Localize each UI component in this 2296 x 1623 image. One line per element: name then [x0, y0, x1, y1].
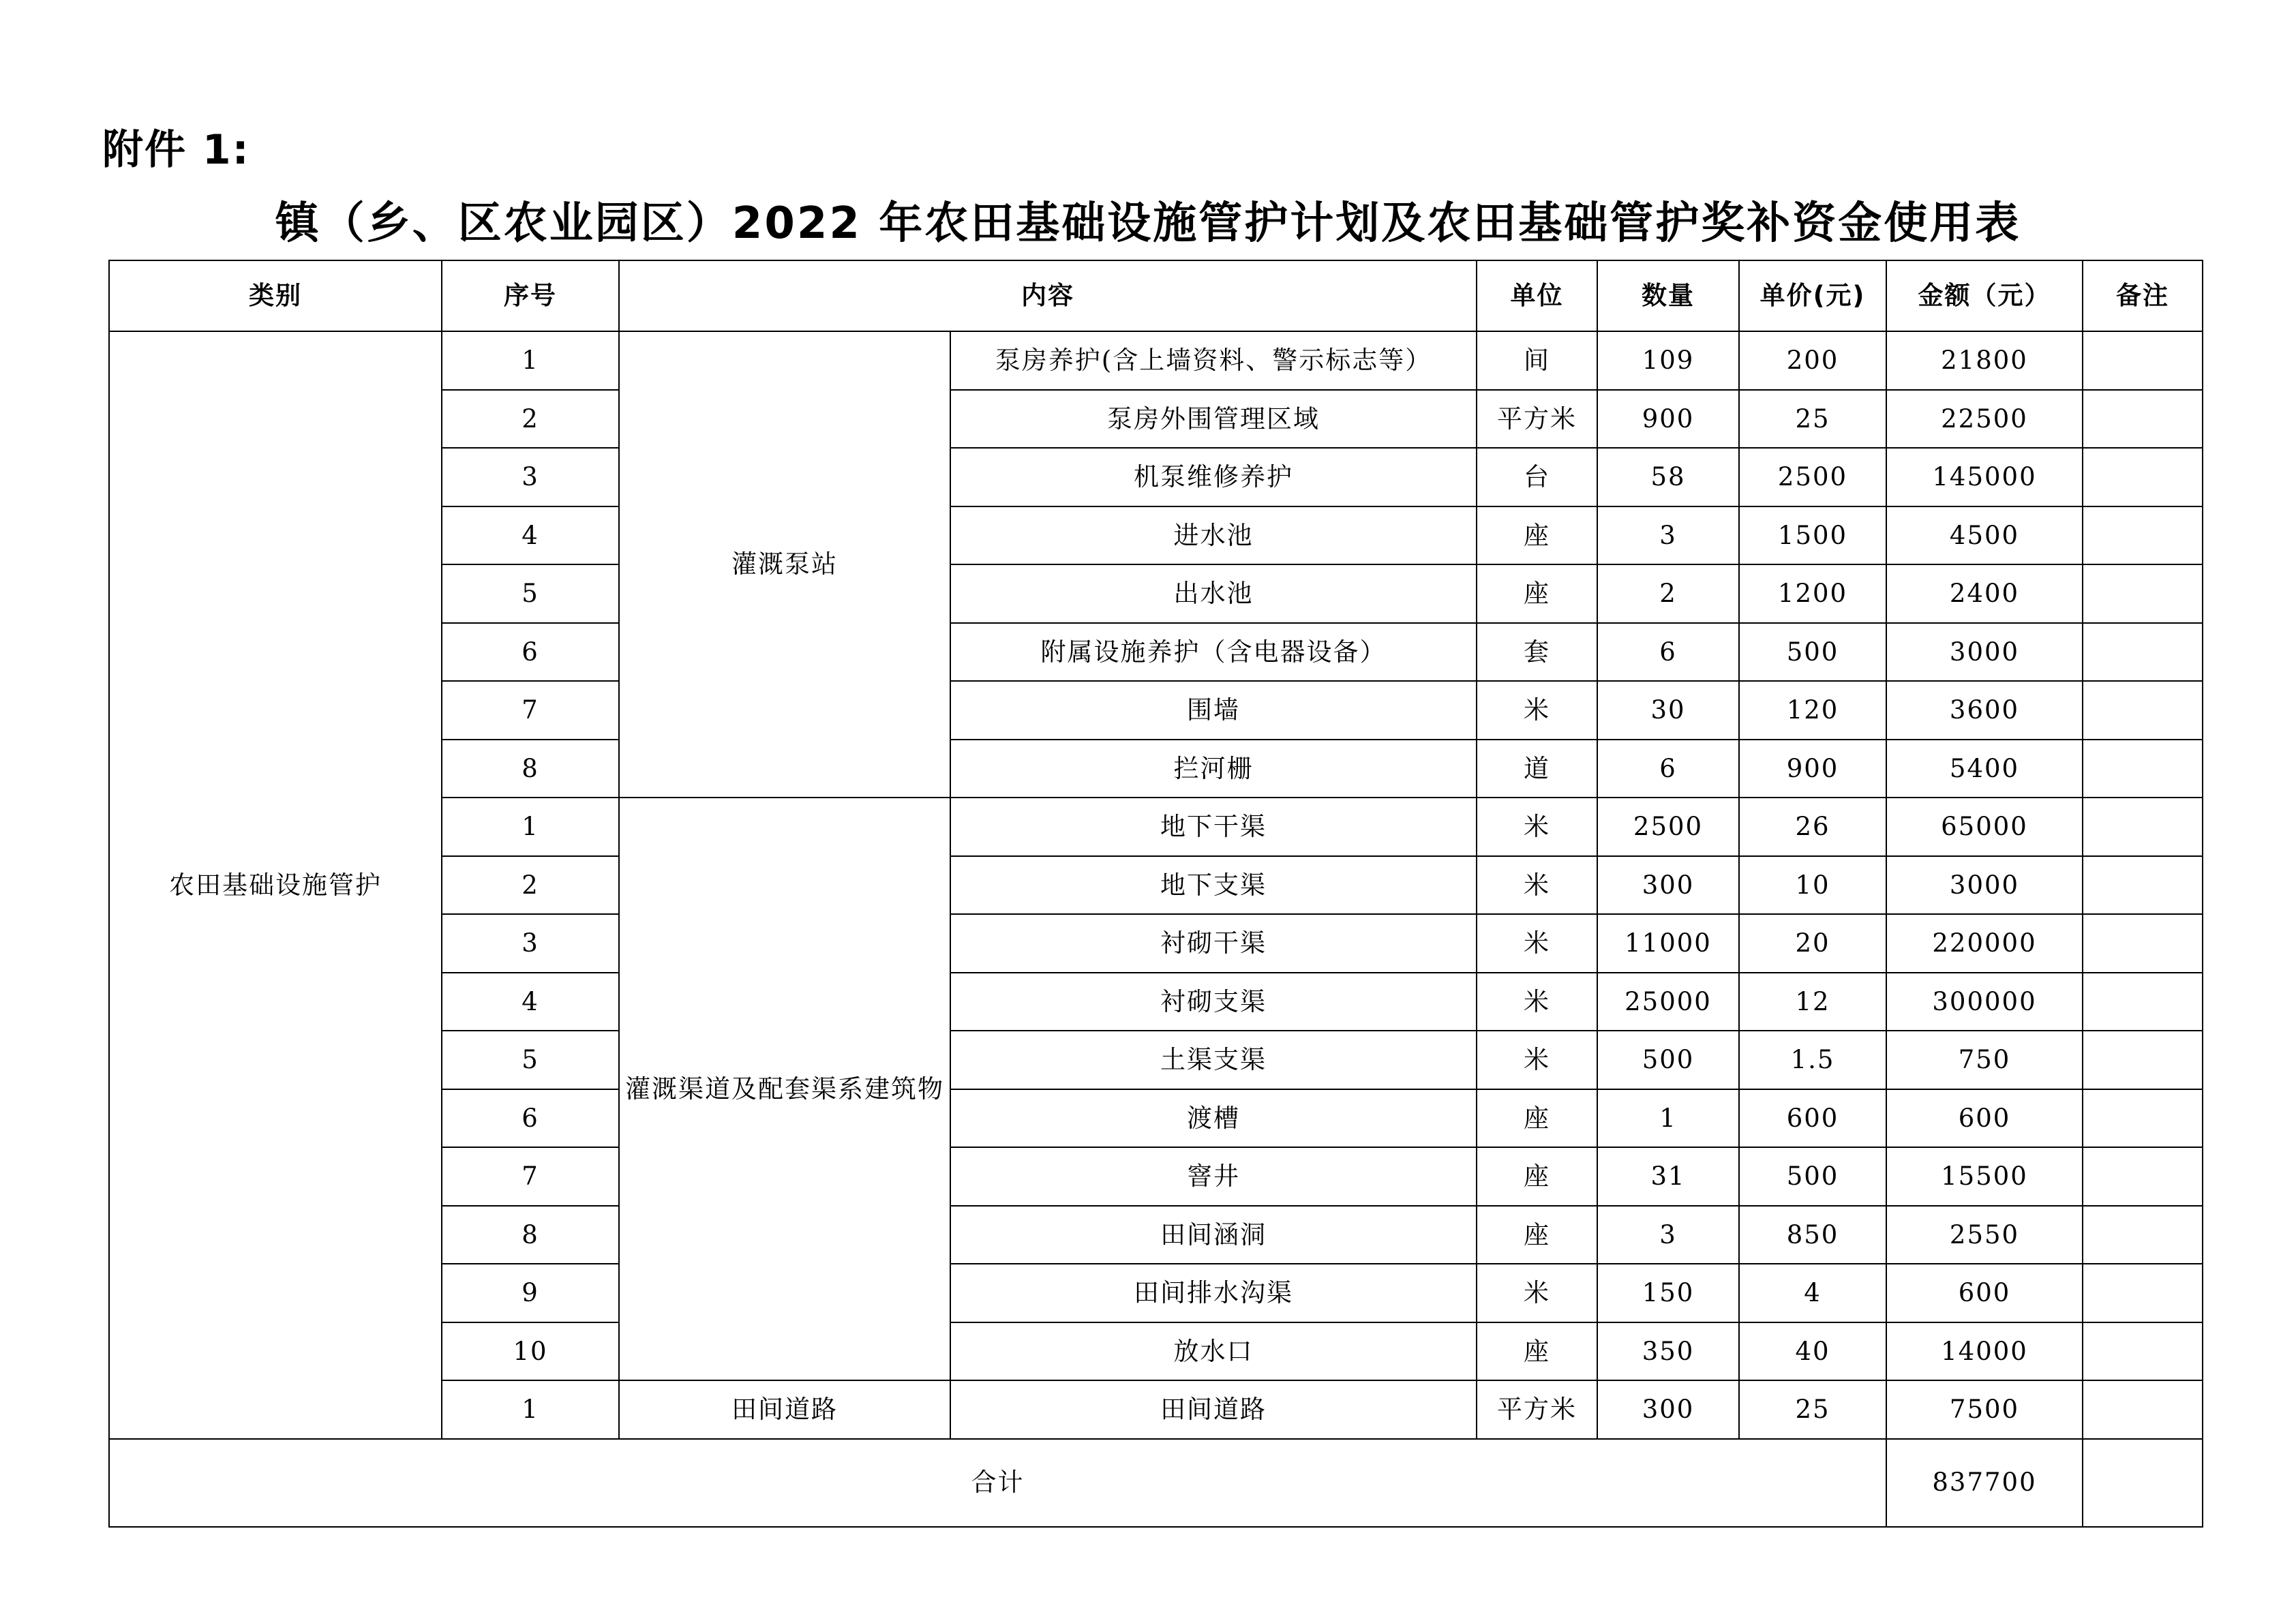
item-cell: 渡槽 — [950, 1089, 1477, 1148]
unit-cell: 米 — [1477, 914, 1597, 973]
quantity-cell: 30 — [1597, 681, 1739, 740]
unit-price-cell: 25 — [1739, 1380, 1886, 1439]
amount-cell: 750 — [1886, 1031, 2083, 1089]
remark-cell — [2083, 448, 2203, 506]
seq-cell: 6 — [442, 623, 619, 682]
unit-price-cell: 120 — [1739, 681, 1886, 740]
amount-cell: 15500 — [1886, 1147, 2083, 1206]
unit-cell: 米 — [1477, 1264, 1597, 1322]
group-name-cell: 田间道路 — [619, 1380, 950, 1439]
item-cell: 进水池 — [950, 506, 1477, 565]
quantity-cell: 6 — [1597, 623, 1739, 682]
item-cell: 田间道路 — [950, 1380, 1477, 1439]
unit-price-cell: 40 — [1739, 1322, 1886, 1381]
unit-cell: 平方米 — [1477, 1380, 1597, 1439]
total-remark-cell — [2083, 1439, 2203, 1527]
quantity-cell: 3 — [1597, 1206, 1739, 1264]
amount-cell: 600 — [1886, 1264, 2083, 1322]
unit-cell: 座 — [1477, 1206, 1597, 1264]
amount-cell: 7500 — [1886, 1380, 2083, 1439]
unit-price-cell: 10 — [1739, 856, 1886, 915]
unit-price-cell: 1500 — [1739, 506, 1886, 565]
item-cell: 田间涵洞 — [950, 1206, 1477, 1264]
item-cell: 土渠支渠 — [950, 1031, 1477, 1089]
item-cell: 衬砌支渠 — [950, 973, 1477, 1031]
unit-price-cell: 20 — [1739, 914, 1886, 973]
remark-cell — [2083, 1031, 2203, 1089]
remark-cell — [2083, 1380, 2203, 1439]
table-body — [109, 331, 2203, 1527]
page-title: 镇（乡、区农业园区）2022 年农田基础设施管护计划及农田基础管护奖补资金使用表 — [275, 198, 2021, 249]
remark-cell — [2083, 973, 2203, 1031]
seq-cell: 9 — [442, 1264, 619, 1322]
unit-price-cell: 1200 — [1739, 564, 1886, 623]
remark-cell — [2083, 1089, 2203, 1148]
total-row — [109, 1439, 2203, 1527]
unit-price-cell: 12 — [1739, 973, 1886, 1031]
unit-price-cell: 200 — [1739, 331, 1886, 390]
unit-price-cell: 1.5 — [1739, 1031, 1886, 1089]
remark-cell — [2083, 506, 2203, 565]
amount-cell: 65000 — [1886, 798, 2083, 856]
unit-cell: 间 — [1477, 331, 1597, 390]
quantity-cell: 2500 — [1597, 798, 1739, 856]
total-amount-cell: 837700 — [1886, 1439, 2083, 1527]
unit-price-cell: 900 — [1739, 740, 1886, 798]
item-cell: 围墙 — [950, 681, 1477, 740]
remark-cell — [2083, 914, 2203, 973]
remark-cell — [2083, 740, 2203, 798]
quantity-cell: 58 — [1597, 448, 1739, 506]
seq-cell: 3 — [442, 448, 619, 506]
table-header-row — [109, 260, 2203, 331]
seq-cell: 7 — [442, 1147, 619, 1206]
seq-cell: 2 — [442, 856, 619, 915]
seq-cell: 3 — [442, 914, 619, 973]
seq-cell: 10 — [442, 1322, 619, 1381]
seq-cell: 6 — [442, 1089, 619, 1148]
remark-cell — [2083, 1322, 2203, 1381]
quantity-cell: 150 — [1597, 1264, 1739, 1322]
quantity-cell: 31 — [1597, 1147, 1739, 1206]
unit-cell: 台 — [1477, 448, 1597, 506]
unit-price-cell: 4 — [1739, 1264, 1886, 1322]
amount-cell: 5400 — [1886, 740, 2083, 798]
quantity-cell: 11000 — [1597, 914, 1739, 973]
quantity-cell: 2 — [1597, 564, 1739, 623]
amount-cell: 2400 — [1886, 564, 2083, 623]
unit-cell: 套 — [1477, 623, 1597, 682]
unit-price-cell: 850 — [1739, 1206, 1886, 1264]
amount-cell: 3600 — [1886, 681, 2083, 740]
item-cell: 地下干渠 — [950, 798, 1477, 856]
remark-cell — [2083, 856, 2203, 915]
unit-cell: 座 — [1477, 564, 1597, 623]
quantity-cell: 300 — [1597, 1380, 1739, 1439]
unit-cell: 座 — [1477, 1147, 1597, 1206]
seq-cell: 1 — [442, 1380, 619, 1439]
quantity-cell: 350 — [1597, 1322, 1739, 1381]
table-row — [109, 331, 2203, 390]
quantity-cell: 6 — [1597, 740, 1739, 798]
group-name-cell: 灌溉泵站 — [619, 331, 950, 798]
amount-cell: 21800 — [1886, 331, 2083, 390]
attachment-label: 附件 1: — [102, 126, 250, 174]
quantity-cell: 109 — [1597, 331, 1739, 390]
remark-cell — [2083, 623, 2203, 682]
item-cell: 窨井 — [950, 1147, 1477, 1206]
unit-price-cell: 500 — [1739, 623, 1886, 682]
header-content: 内容 — [619, 260, 1477, 331]
item-cell: 泵房外围管理区域 — [950, 390, 1477, 449]
seq-cell: 8 — [442, 1206, 619, 1264]
quantity-cell: 3 — [1597, 506, 1739, 565]
amount-cell: 14000 — [1886, 1322, 2083, 1381]
amount-cell: 3000 — [1886, 623, 2083, 682]
unit-price-cell: 600 — [1739, 1089, 1886, 1148]
unit-price-cell: 500 — [1739, 1147, 1886, 1206]
seq-cell: 1 — [442, 331, 619, 390]
amount-cell: 2550 — [1886, 1206, 2083, 1264]
amount-cell: 145000 — [1886, 448, 2083, 506]
remark-cell — [2083, 798, 2203, 856]
remark-cell — [2083, 564, 2203, 623]
header-amount: 金额（元） — [1886, 260, 2083, 331]
item-cell: 拦河栅 — [950, 740, 1477, 798]
unit-cell: 座 — [1477, 1089, 1597, 1148]
header-seq: 序号 — [442, 260, 619, 331]
seq-cell: 1 — [442, 798, 619, 856]
header-unit: 单位 — [1477, 260, 1597, 331]
item-cell: 机泵维修养护 — [950, 448, 1477, 506]
unit-price-cell: 26 — [1739, 798, 1886, 856]
seq-cell: 8 — [442, 740, 619, 798]
unit-price-cell: 2500 — [1739, 448, 1886, 506]
total-label-cell: 合计 — [109, 1439, 1886, 1527]
unit-cell: 米 — [1477, 681, 1597, 740]
seq-cell: 5 — [442, 1031, 619, 1089]
header-remark: 备注 — [2083, 260, 2203, 331]
seq-cell: 4 — [442, 506, 619, 565]
seq-cell: 2 — [442, 390, 619, 449]
unit-cell: 平方米 — [1477, 390, 1597, 449]
remark-cell — [2083, 1206, 2203, 1264]
item-cell: 附属设施养护（含电器设备） — [950, 623, 1477, 682]
seq-cell: 4 — [442, 973, 619, 1031]
remark-cell — [2083, 331, 2203, 390]
amount-cell: 220000 — [1886, 914, 2083, 973]
amount-cell: 4500 — [1886, 506, 2083, 565]
amount-cell: 600 — [1886, 1089, 2083, 1148]
seq-cell: 7 — [442, 681, 619, 740]
header-unit-price: 单价(元) — [1739, 260, 1886, 331]
unit-cell: 米 — [1477, 973, 1597, 1031]
item-cell: 放水口 — [950, 1322, 1477, 1381]
remark-cell — [2083, 1147, 2203, 1206]
quantity-cell: 1 — [1597, 1089, 1739, 1148]
quantity-cell: 500 — [1597, 1031, 1739, 1089]
category-cell: 农田基础设施管护 — [109, 331, 442, 1439]
unit-cell: 道 — [1477, 740, 1597, 798]
remark-cell — [2083, 390, 2203, 449]
unit-cell: 座 — [1477, 1322, 1597, 1381]
unit-cell: 米 — [1477, 856, 1597, 915]
seq-cell: 5 — [442, 564, 619, 623]
unit-cell: 座 — [1477, 506, 1597, 565]
remark-cell — [2083, 1264, 2203, 1322]
remark-cell — [2083, 681, 2203, 740]
unit-cell: 米 — [1477, 798, 1597, 856]
quantity-cell: 900 — [1597, 390, 1739, 449]
unit-price-cell: 25 — [1739, 390, 1886, 449]
group-name-cell: 灌溉渠道及配套渠系建筑物 — [619, 798, 950, 1380]
amount-cell: 22500 — [1886, 390, 2083, 449]
item-cell: 地下支渠 — [950, 856, 1477, 915]
amount-cell: 300000 — [1886, 973, 2083, 1031]
item-cell: 衬砌干渠 — [950, 914, 1477, 973]
quantity-cell: 25000 — [1597, 973, 1739, 1031]
item-cell: 出水池 — [950, 564, 1477, 623]
header-quantity: 数量 — [1597, 260, 1739, 331]
item-cell: 泵房养护(含上墙资料、警示标志等） — [950, 331, 1477, 390]
fund-table — [108, 260, 2203, 1528]
header-category: 类别 — [109, 260, 442, 331]
amount-cell: 3000 — [1886, 856, 2083, 915]
unit-cell: 米 — [1477, 1031, 1597, 1089]
quantity-cell: 300 — [1597, 856, 1739, 915]
item-cell: 田间排水沟渠 — [950, 1264, 1477, 1322]
